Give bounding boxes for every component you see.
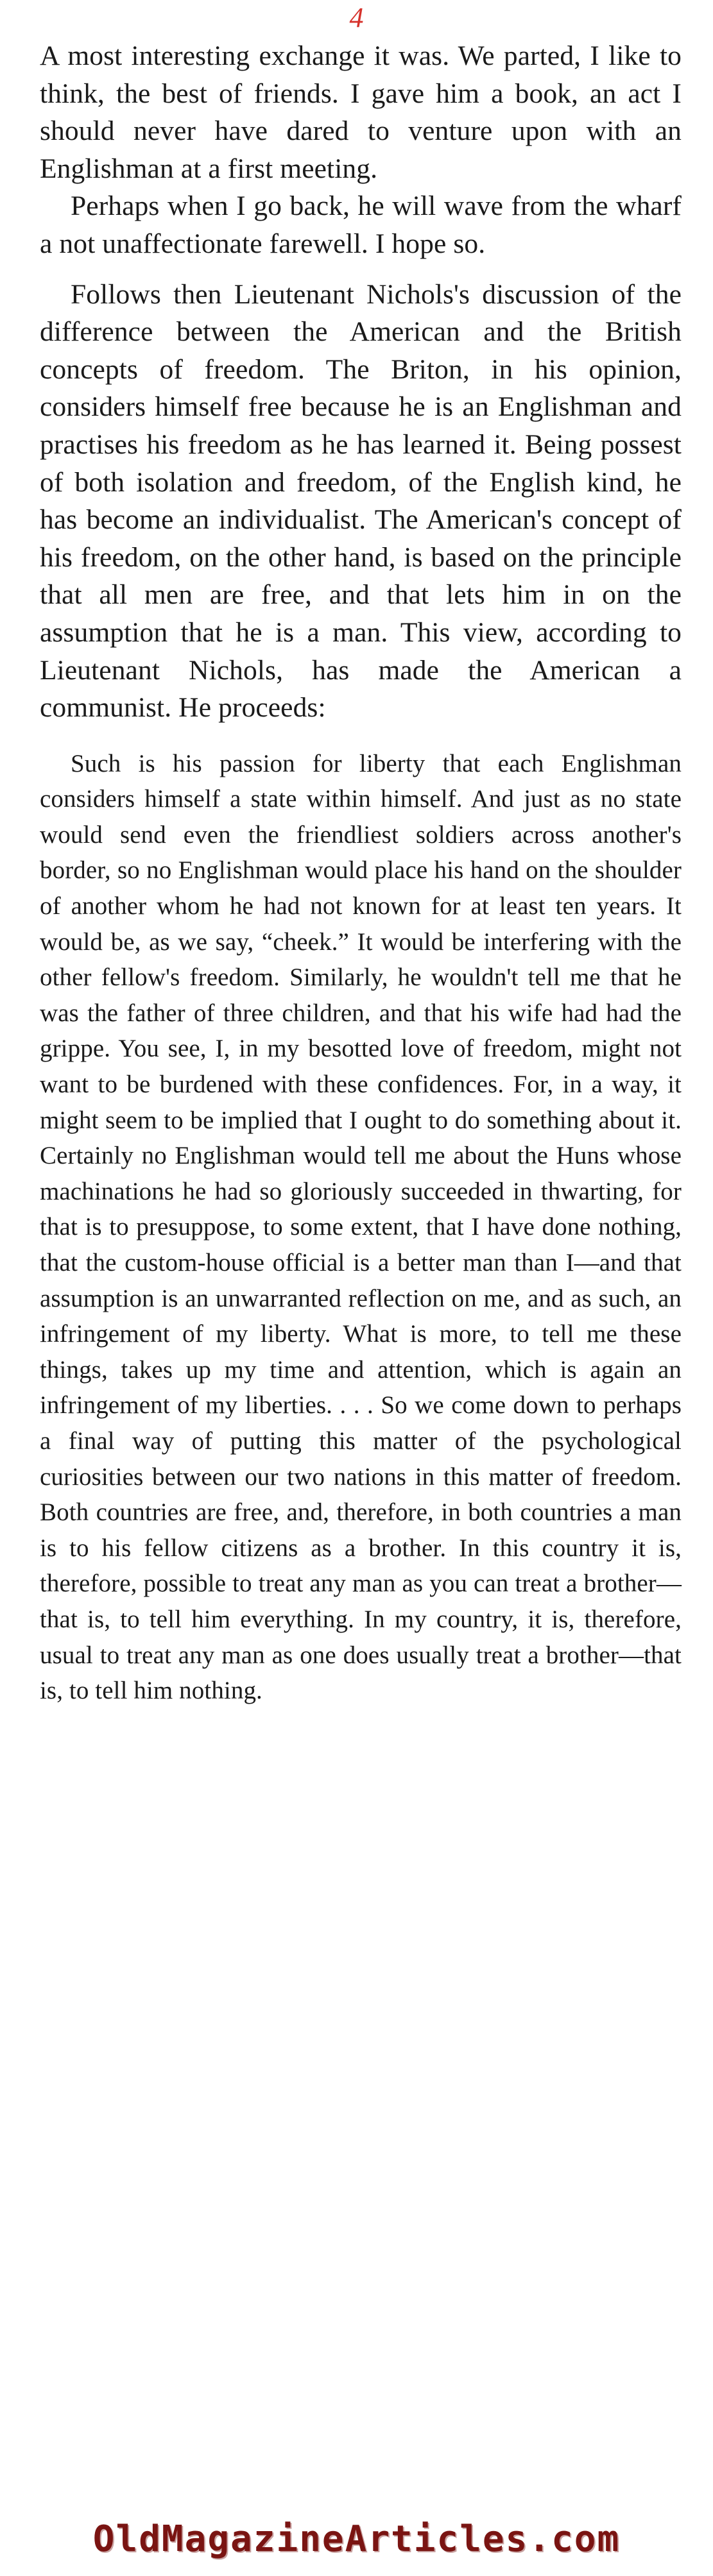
- block-quote: Such is his passion for liberty that each Englishman considers himself a state within himself. And just as no state would send even the friendliest soldiers across another's border, so no Englishman would place his hand on the shoulder of another whom he had not known for at least ten years. It would be, as we say, “cheek.” It would be interfering with the other fellow's freedom. Similarly, he wouldn't tell me that he was the father of three children, and that his wife had had the grippe. You see, I, in my besotted love of freedom, might not want to be burdened with these confidences. For, in a way, it might seem to be implied that I ought to do something about it. Certainly no Englishman would tell me about the Huns whose machinations he had so gloriously succeeded in thwarting, for that is to presuppose, to some extent, that I have done nothing, that the custom-house official is a better man than I—and that assumption is an unwarranted reflection on me, and as such, an infringement of my liberty. What is more, to tell me these things, takes up my time and attention, which is again an infringement of my liberties. . . . So we come down to perhaps a final way of putting this matter of the psychological curiosities between our two nations in this matter of freedom. Both countries are free, and, therefore, in both countries a man is to his fellow citizens as a brother. In this country it is, therefore, possible to treat any man as you can treat a brother—that is, to tell him everything. In my country, it is, therefore, usual to treat any man as one does usually treat a brother—that is, to tell him nothing.: [40, 749, 682, 1705]
- article-paragraph: Perhaps when I go back, he will wave from the wharf a not unaffectionate farewell. I hope so.: [40, 191, 682, 259]
- site-watermark: OldMagazineArticles.com: [92, 2518, 621, 2560]
- footer-watermark-band: [0, 2513, 713, 2576]
- article-paragraph: A most interesting exchange it was. We parted, I like to think, the best of friends. I gave him a book, an act I should never have dared to venture upon with an Englishman at a first meeting.: [40, 40, 682, 184]
- page-number: 4: [349, 2, 364, 33]
- article-paragraph: Follows then Lieutenant Nichols's discussion of the difference between the American and the British concepts of freedom. The Briton, in his opinion, considers himself free because he is an Englishman and practises his freedom as he has learned it. Being possest of both isolation and freedom, of the English kind, he has become an individualist. The American's concept of his freedom, on the other hand, is based on the principle that all men are free, and that lets him in on the assumption that he is a man. This view, according to Lieutenant Nichols, has made the American a communist. He proceeds:: [40, 278, 682, 724]
- article-column: [40, 37, 682, 1709]
